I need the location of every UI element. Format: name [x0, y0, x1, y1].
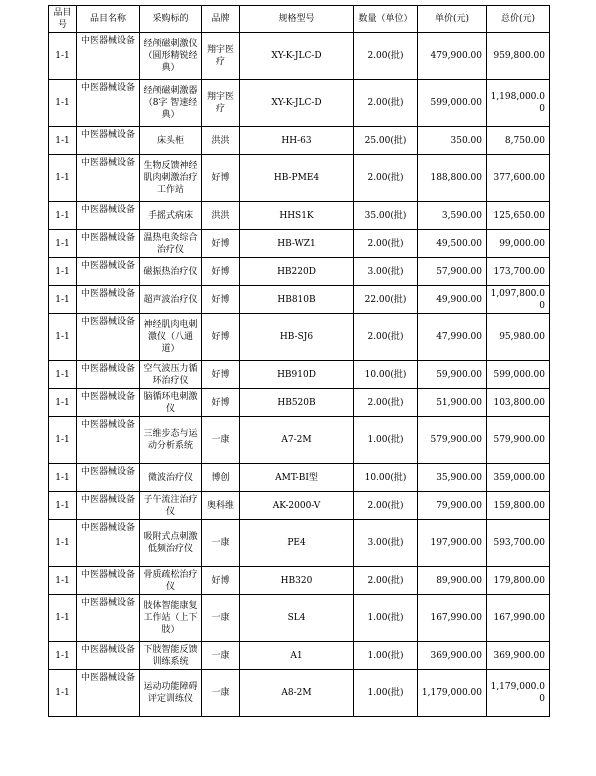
quantity-cell: 1.00(批) — [354, 642, 418, 670]
procurement-item-cell: 脑循环电刺激仪 — [140, 389, 202, 417]
table-row — [49, 520, 550, 567]
item-no-cell: 1-1 — [49, 389, 77, 417]
unit-price-cell: 197,900.00 — [418, 520, 487, 567]
header-unit-price: 单价(元) — [418, 6, 487, 33]
quantity-cell: 2.00(批) — [354, 314, 418, 361]
total-price-cell: 99,000.00 — [487, 230, 550, 258]
table-row — [49, 230, 550, 258]
item-no-cell: 1-1 — [49, 642, 77, 670]
brand-cell: 好博 — [202, 155, 240, 202]
table-row — [49, 464, 550, 492]
brand-cell: 好博 — [202, 314, 240, 361]
model-cell: HB520B — [240, 389, 354, 417]
quantity-cell: 2.00(批) — [354, 389, 418, 417]
item-category-cell: 中医器械设备 — [77, 520, 140, 567]
brand-cell: 翔宇医疗 — [202, 80, 240, 127]
item-no-cell: 1-1 — [49, 80, 77, 127]
total-price-cell: 95,980.00 — [487, 314, 550, 361]
brand-cell: 一康 — [202, 670, 240, 717]
item-category-cell: 中医器械设备 — [77, 417, 140, 464]
procurement-item-cell: 吸附式点刺激低频治疗仪 — [140, 520, 202, 567]
model-cell: HB-WZ1 — [240, 230, 354, 258]
header-item-category: 品目名称 — [77, 6, 140, 33]
unit-price-cell: 579,900.00 — [418, 417, 487, 464]
model-cell: HB810B — [240, 286, 354, 314]
procurement-item-cell: 子午流注治疗仪 — [140, 492, 202, 520]
model-cell: AK-2000-V — [240, 492, 354, 520]
item-no-cell: 1-1 — [49, 33, 77, 80]
procurement-item-cell: 床头柜 — [140, 127, 202, 155]
procurement-table-page — [48, 5, 549, 717]
model-cell: A1 — [240, 642, 354, 670]
model-cell: AMT-BI型 — [240, 464, 354, 492]
procurement-item-cell: 三维步态与运动分析系统 — [140, 417, 202, 464]
procurement-item-cell: 磁振热治疗仪 — [140, 258, 202, 286]
table-row — [49, 258, 550, 286]
quantity-cell: 1.00(批) — [354, 417, 418, 464]
model-cell: HB-PME4 — [240, 155, 354, 202]
brand-cell: 翔宇医疗 — [202, 33, 240, 80]
quantity-cell: 2.00(批) — [354, 33, 418, 80]
unit-price-cell: 369,900.00 — [418, 642, 487, 670]
table-row — [49, 389, 550, 417]
procurement-item-cell: 经颅磁刺激器（8字 智速经典） — [140, 80, 202, 127]
model-cell: HB910D — [240, 361, 354, 389]
unit-price-cell: 479,900.00 — [418, 33, 487, 80]
quantity-cell: 1.00(批) — [354, 595, 418, 642]
procurement-item-cell: 微波治疗仪 — [140, 464, 202, 492]
table-row — [49, 492, 550, 520]
quantity-cell: 3.00(批) — [354, 520, 418, 567]
brand-cell: 好博 — [202, 361, 240, 389]
quantity-cell: 22.00(批) — [354, 286, 418, 314]
item-no-cell: 1-1 — [49, 595, 77, 642]
item-no-cell: 1-1 — [49, 286, 77, 314]
unit-price-cell: 49,500.00 — [418, 230, 487, 258]
model-cell: XY-K-JLC-D — [240, 33, 354, 80]
item-category-cell: 中医器械设备 — [77, 567, 140, 595]
model-cell: A7-2M — [240, 417, 354, 464]
item-category-cell: 中医器械设备 — [77, 595, 140, 642]
unit-price-cell: 599,000.00 — [418, 80, 487, 127]
item-no-cell: 1-1 — [49, 361, 77, 389]
item-no-cell: 1-1 — [49, 127, 77, 155]
item-category-cell: 中医器械设备 — [77, 80, 140, 127]
model-cell: XY-K-JLC-D — [240, 80, 354, 127]
procurement-item-cell: 空气波压力循环治疗仪 — [140, 361, 202, 389]
item-no-cell: 1-1 — [49, 417, 77, 464]
quantity-cell: 2.00(批) — [354, 80, 418, 127]
total-price-cell: 103,800.00 — [487, 389, 550, 417]
total-price-cell: 369,900.00 — [487, 642, 550, 670]
item-category-cell: 中医器械设备 — [77, 361, 140, 389]
total-price-cell: 125,650.00 — [487, 202, 550, 230]
table-row — [49, 286, 550, 314]
table-row — [49, 80, 550, 127]
table-row — [49, 33, 550, 80]
total-price-cell: 959,800.00 — [487, 33, 550, 80]
quantity-cell: 35.00(批) — [354, 202, 418, 230]
brand-cell: 一康 — [202, 520, 240, 567]
item-no-cell: 1-1 — [49, 464, 77, 492]
brand-cell: 一康 — [202, 417, 240, 464]
quantity-cell: 2.00(批) — [354, 155, 418, 202]
item-category-cell: 中医器械设备 — [77, 314, 140, 361]
header-brand: 品牌 — [202, 6, 240, 33]
item-category-cell: 中医器械设备 — [77, 230, 140, 258]
table-row — [49, 417, 550, 464]
table-row — [49, 314, 550, 361]
procurement-item-cell: 下肢智能反馈训练系统 — [140, 642, 202, 670]
unit-price-cell: 188,800.00 — [418, 155, 487, 202]
total-price-cell: 1,198,000.00 — [487, 80, 550, 127]
total-price-cell: 599,000.00 — [487, 361, 550, 389]
brand-cell: 博创 — [202, 464, 240, 492]
procurement-item-cell: 运动功能障碍评定训练仪 — [140, 670, 202, 717]
item-category-cell: 中医器械设备 — [77, 286, 140, 314]
total-price-cell: 159,800.00 — [487, 492, 550, 520]
item-no-cell: 1-1 — [49, 314, 77, 361]
item-category-cell: 中医器械设备 — [77, 464, 140, 492]
unit-price-cell: 79,900.00 — [418, 492, 487, 520]
header-procurement-item: 采购标的 — [140, 6, 202, 33]
procurement-item-cell: 骨质疏松治疗仪 — [140, 567, 202, 595]
item-category-cell: 中医器械设备 — [77, 389, 140, 417]
unit-price-cell: 1,179,000.00 — [418, 670, 487, 717]
total-price-cell: 179,800.00 — [487, 567, 550, 595]
item-category-cell: 中医器械设备 — [77, 670, 140, 717]
model-cell: HH-63 — [240, 127, 354, 155]
brand-cell: 洪洪 — [202, 202, 240, 230]
header-model: 规格型号 — [240, 6, 354, 33]
quantity-cell: 1.00(批) — [354, 670, 418, 717]
item-category-cell: 中医器械设备 — [77, 202, 140, 230]
item-no-cell: 1-1 — [49, 155, 77, 202]
quantity-cell: 2.00(批) — [354, 492, 418, 520]
procurement-item-cell: 温热电灸综合治疗仪 — [140, 230, 202, 258]
brand-cell: 一康 — [202, 642, 240, 670]
brand-cell: 一康 — [202, 595, 240, 642]
brand-cell: 奥科维 — [202, 492, 240, 520]
procurement-item-cell: 超声波治疗仪 — [140, 286, 202, 314]
brand-cell: 好博 — [202, 230, 240, 258]
item-no-cell: 1-1 — [49, 520, 77, 567]
quantity-cell: 25.00(批) — [354, 127, 418, 155]
item-no-cell: 1-1 — [49, 230, 77, 258]
total-price-cell: 167,990.00 — [487, 595, 550, 642]
brand-cell: 好博 — [202, 258, 240, 286]
item-category-cell: 中医器械设备 — [77, 155, 140, 202]
unit-price-cell: 3,590.00 — [418, 202, 487, 230]
model-cell: HB-SJ6 — [240, 314, 354, 361]
unit-price-cell: 89,900.00 — [418, 567, 487, 595]
unit-price-cell: 350.00 — [418, 127, 487, 155]
brand-cell: 好博 — [202, 389, 240, 417]
item-no-cell: 1-1 — [49, 202, 77, 230]
unit-price-cell: 59,900.00 — [418, 361, 487, 389]
unit-price-cell: 47,990.00 — [418, 314, 487, 361]
header-quantity: 数量（单位） — [354, 6, 418, 33]
total-price-cell: 593,700.00 — [487, 520, 550, 567]
quantity-cell: 2.00(批) — [354, 230, 418, 258]
total-price-cell: 359,000.00 — [487, 464, 550, 492]
table-row — [49, 642, 550, 670]
table-row — [49, 127, 550, 155]
table-row — [49, 567, 550, 595]
quantity-cell: 2.00(批) — [354, 567, 418, 595]
header-row — [49, 6, 550, 33]
total-price-cell: 579,900.00 — [487, 417, 550, 464]
item-category-cell: 中医器械设备 — [77, 258, 140, 286]
header-item-no: 品目号 — [49, 6, 77, 33]
item-category-cell: 中医器械设备 — [77, 642, 140, 670]
quantity-cell: 3.00(批) — [354, 258, 418, 286]
brand-cell: 好博 — [202, 286, 240, 314]
table-row — [49, 202, 550, 230]
unit-price-cell: 57,900.00 — [418, 258, 487, 286]
table-row — [49, 670, 550, 717]
quantity-cell: 10.00(批) — [354, 361, 418, 389]
item-category-cell: 中医器械设备 — [77, 492, 140, 520]
item-category-cell: 中医器械设备 — [77, 127, 140, 155]
model-cell: SL4 — [240, 595, 354, 642]
model-cell: PE4 — [240, 520, 354, 567]
table-body — [49, 33, 550, 717]
model-cell: A8-2M — [240, 670, 354, 717]
total-price-cell: 1,179,000.00 — [487, 670, 550, 717]
total-price-cell: 377,600.00 — [487, 155, 550, 202]
table-row — [49, 595, 550, 642]
table-row — [49, 155, 550, 202]
brand-cell: 洪洪 — [202, 127, 240, 155]
procurement-table — [48, 5, 550, 717]
brand-cell: 好博 — [202, 567, 240, 595]
procurement-item-cell: 生物反馈神经肌肉刺激治疗工作站 — [140, 155, 202, 202]
model-cell: HB220D — [240, 258, 354, 286]
unit-price-cell: 49,900.00 — [418, 286, 487, 314]
unit-price-cell: 51,900.00 — [418, 389, 487, 417]
item-no-cell: 1-1 — [49, 258, 77, 286]
item-category-cell: 中医器械设备 — [77, 33, 140, 80]
unit-price-cell: 167,990.00 — [418, 595, 487, 642]
item-no-cell: 1-1 — [49, 567, 77, 595]
procurement-item-cell: 经颅磁刺激仪（圆形精锐经典） — [140, 33, 202, 80]
procurement-item-cell: 肢体智能康复工作站（上下肢） — [140, 595, 202, 642]
model-cell: HB320 — [240, 567, 354, 595]
table-row — [49, 361, 550, 389]
item-no-cell: 1-1 — [49, 670, 77, 717]
procurement-item-cell: 神经肌肉电刺激仪（八通道） — [140, 314, 202, 361]
total-price-cell: 8,750.00 — [487, 127, 550, 155]
header-total-price: 总价(元) — [487, 6, 550, 33]
total-price-cell: 173,700.00 — [487, 258, 550, 286]
model-cell: HHS1K — [240, 202, 354, 230]
total-price-cell: 1,097,800.00 — [487, 286, 550, 314]
unit-price-cell: 35,900.00 — [418, 464, 487, 492]
procurement-item-cell: 手摇式病床 — [140, 202, 202, 230]
quantity-cell: 10.00(批) — [354, 464, 418, 492]
item-no-cell: 1-1 — [49, 492, 77, 520]
